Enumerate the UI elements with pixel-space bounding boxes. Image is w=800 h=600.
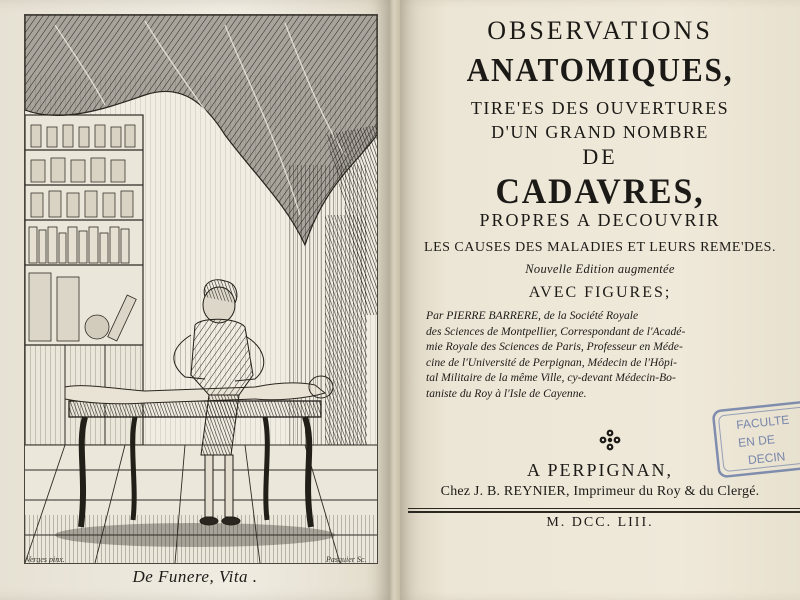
author-line: mie Royale des Sciences de Paris, Professeur en Méde- xyxy=(426,340,683,353)
title-line-propres: PROPRES A DECOUVRIR xyxy=(479,210,721,230)
title-line-causes: LES CAUSES DES MALADIES ET LEURS REME'DES. xyxy=(424,240,776,255)
library-stamp xyxy=(708,396,800,481)
stamp-seal-icon xyxy=(708,396,800,481)
dissection-scene-illustration xyxy=(25,15,377,563)
imprint-rule-thin xyxy=(408,508,800,509)
author-line: cine de l'Université de Perpignan, Médecin de l'Hôpi- xyxy=(426,355,677,369)
engraver-credit: Pasquier Sc. xyxy=(326,555,367,564)
stamp-text-line: FACULTE xyxy=(735,412,790,433)
imprint-printer: Chez J. B. REYNIER, Imprimeur du Roy & du Clergé. xyxy=(440,484,760,499)
title-line-observations: OBSERVATIONS xyxy=(487,16,713,45)
imprint-rule-thick xyxy=(408,511,800,513)
figures-note: AVEC FIGURES; xyxy=(528,284,672,301)
author-line: tal Militaire de la même Ville, cy-devant Médecin-Bo- xyxy=(426,371,676,384)
author-line: des Sciences de Montpellier, Correspondant de l'Acadé- xyxy=(426,324,686,338)
stamp-text-line: EN DE xyxy=(737,432,776,450)
book-spine xyxy=(390,0,400,600)
stamp-text-line: DECIN xyxy=(747,449,786,468)
title-line-de: DE xyxy=(582,144,618,169)
painter-credit: Verges pinx. xyxy=(26,555,65,564)
imprint-date: M. DCC. LIII. xyxy=(546,515,654,530)
author-statement xyxy=(426,308,784,401)
author-line: taniste du Roy à l'Isle de Cayenne. xyxy=(426,386,587,400)
author-line: Par PIERRE BARRERE, de la Société Royale xyxy=(426,309,639,322)
left-page xyxy=(0,0,390,600)
title-page xyxy=(400,0,800,600)
edition-note: Nouvelle Edition augmentée xyxy=(525,262,675,276)
frontispiece-engraving xyxy=(24,14,378,564)
fleuron-ornament-icon xyxy=(598,428,622,452)
title-line-cadavres: CADAVRES, xyxy=(495,171,705,211)
plate-caption: De Funere, Vita . xyxy=(132,567,258,586)
title-line-tirees: TIRE'ES DES OUVERTURES xyxy=(470,98,730,118)
title-line-grand-nombre: D'UN GRAND NOMBRE xyxy=(491,122,709,142)
title-line-anatomiques: ANATOMIQUES, xyxy=(466,52,734,89)
imprint-place: A PERPIGNAN, xyxy=(526,460,674,480)
